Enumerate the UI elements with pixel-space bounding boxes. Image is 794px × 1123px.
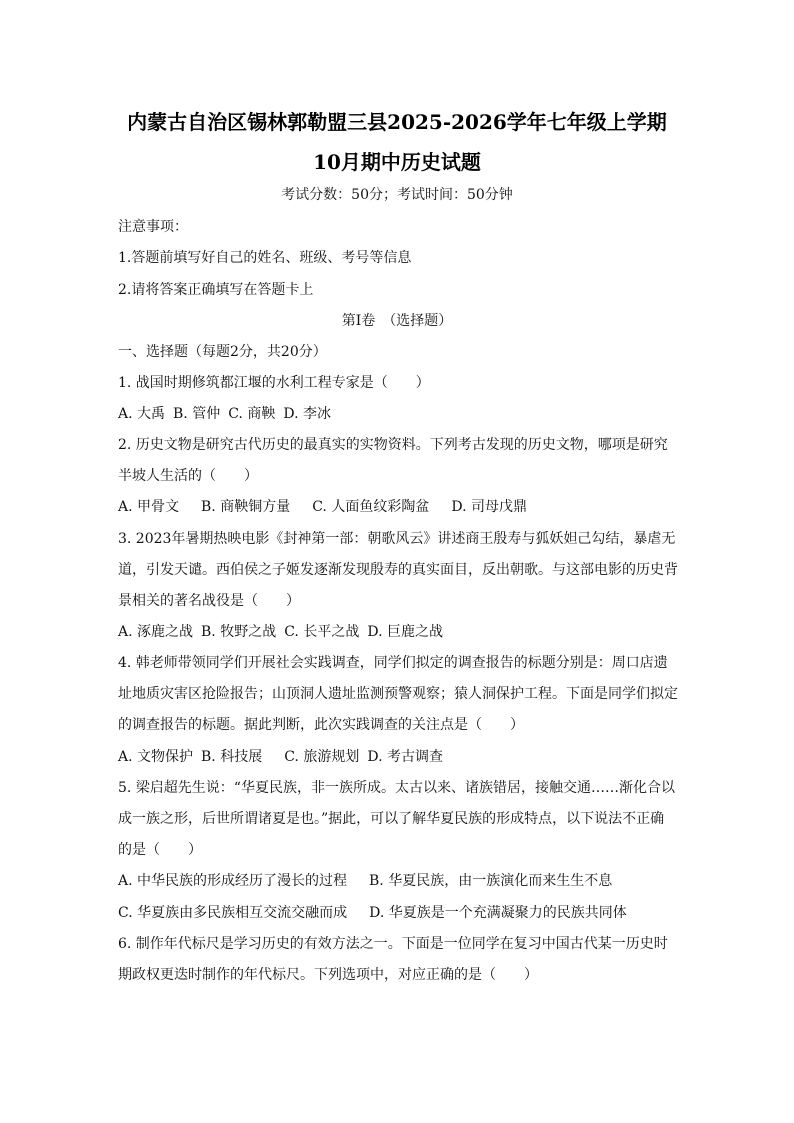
question-5-stem-line3: 的是（ ） — [118, 842, 202, 858]
question-3-option-b: B. 牧野之战 — [201, 624, 277, 640]
question-4-option-c: C. 旅游规划 — [284, 749, 360, 765]
section-title: 一、选择题（每题2分，共20分） — [118, 344, 327, 360]
notice-item-1: 1.答题前填写好自己的姓名、班级、考号等信息 — [118, 250, 412, 266]
question-6-stem-line1: 6. 制作年代标尺是学习历史的有效方法之一。下面是一位同学在复习中国古代某一历史时 — [118, 936, 668, 952]
question-3-options — [118, 623, 451, 641]
question-1-options — [118, 405, 339, 423]
question-1-option-b: B. 管仲 — [173, 406, 221, 422]
question-5-options-row1 — [118, 872, 620, 890]
question-5-option-d: D. 华夏族是一个充满凝聚力的民族共同体 — [369, 905, 627, 921]
notice-heading: 注意事项： — [118, 219, 188, 235]
question-6-stem-line2: 期政权更迭时制作的年代标尺。下列选项中，对应正确的是（ ） — [118, 967, 538, 983]
question-2-option-b: B. 商鞅铜方量 — [201, 499, 291, 515]
question-5-stem-line2: 成一族之形，后世所谓诸夏是也。”据此，可以了解华夏民族的形成特点，以下说法不正确 — [118, 811, 665, 827]
question-4-option-b: B. 科技展 — [201, 749, 263, 765]
question-4-option-a: A. 文物保护 — [118, 749, 194, 765]
notice-item-2: 2.请将答案正确填写在答题卡上 — [118, 282, 314, 298]
question-4-stem-line1: 4. 韩老师带领同学们开展社会实践调查，同学们拟定的调查报告的标题分别是：周口店遗 — [118, 655, 668, 671]
volume-title: 第Ⅰ卷 （选择题） — [341, 313, 453, 329]
question-5-option-a: A. 中华民族的形成经历了漫长的过程 — [118, 873, 348, 889]
exam-info: 考试分数：50分；考试时间：50分钟 — [281, 187, 513, 203]
question-1-stem: 1. 战国时期修筑都江堰的水利工程专家是（ ） — [118, 375, 430, 391]
exam-title-line1: 内蒙古自治区锡林郭勒盟三县2025-2026学年七年级上学期 — [127, 110, 667, 134]
question-1-option-c: C. 商鞅 — [228, 406, 276, 422]
question-1-option-a: A. 大禹 — [118, 406, 166, 422]
question-2-options — [118, 498, 549, 516]
question-2-stem-line1: 2. 历史文物是研究古代历史的最真实的实物资料。下列考古发现的历史文物，哪项是研究 — [118, 437, 668, 453]
question-2-option-a: A. 甲骨文 — [118, 499, 180, 515]
question-4-option-d: D. 考古调查 — [367, 749, 443, 765]
question-3-stem-line3: 景相关的著名战役是（ ） — [118, 593, 300, 609]
question-3-option-a: A. 涿鹿之战 — [118, 624, 194, 640]
question-5-stem-line1: 5. 梁启超先生说：“华夏民族，非一族所成。太古以来、诸族错居，接触交通……渐化合以 — [118, 780, 675, 796]
question-1-option-d: D. 李冰 — [283, 406, 331, 422]
question-5-options-row2 — [118, 904, 635, 922]
question-4-stem-line3: 的调查报告的标题。据此判断，此次实践调查的关注点是（ ） — [118, 717, 524, 733]
question-5-option-c: C. 华夏族由多民族相互交流交融而成 — [118, 905, 348, 921]
question-4-options — [118, 748, 451, 766]
question-3-stem-line1: 3. 2023年暑期热映电影《封神第一部：朝歌风云》讲述商王殷寿与狐妖妲己勾结，暴虐无 — [118, 531, 676, 547]
question-5-option-b: B. 华夏民族，由一族演化而来生生不息 — [369, 873, 613, 889]
question-3-option-d: D. 巨鹿之战 — [367, 624, 443, 640]
question-2-stem-line2: 半坡人生活的（ ） — [118, 468, 258, 484]
question-2-option-c: C. 人面鱼纹彩陶盆 — [312, 499, 430, 515]
question-3-stem-line2: 道，引发天谴。西伯侯之子姬发逐渐发现殷寿的真实面目，反出朝歌。与这部电影的历史背 — [118, 562, 678, 578]
question-2-option-d: D. 司母戊鼎 — [451, 499, 527, 515]
question-3-option-c: C. 长平之战 — [284, 624, 360, 640]
exam-title-line2: 10月期中历史试题 — [313, 150, 481, 174]
question-4-stem-line2: 址地质灾害区抢险报告；山顶洞人遗址监测预警观察；猿人洞保护工程。下面是同学们拟定 — [118, 686, 678, 702]
